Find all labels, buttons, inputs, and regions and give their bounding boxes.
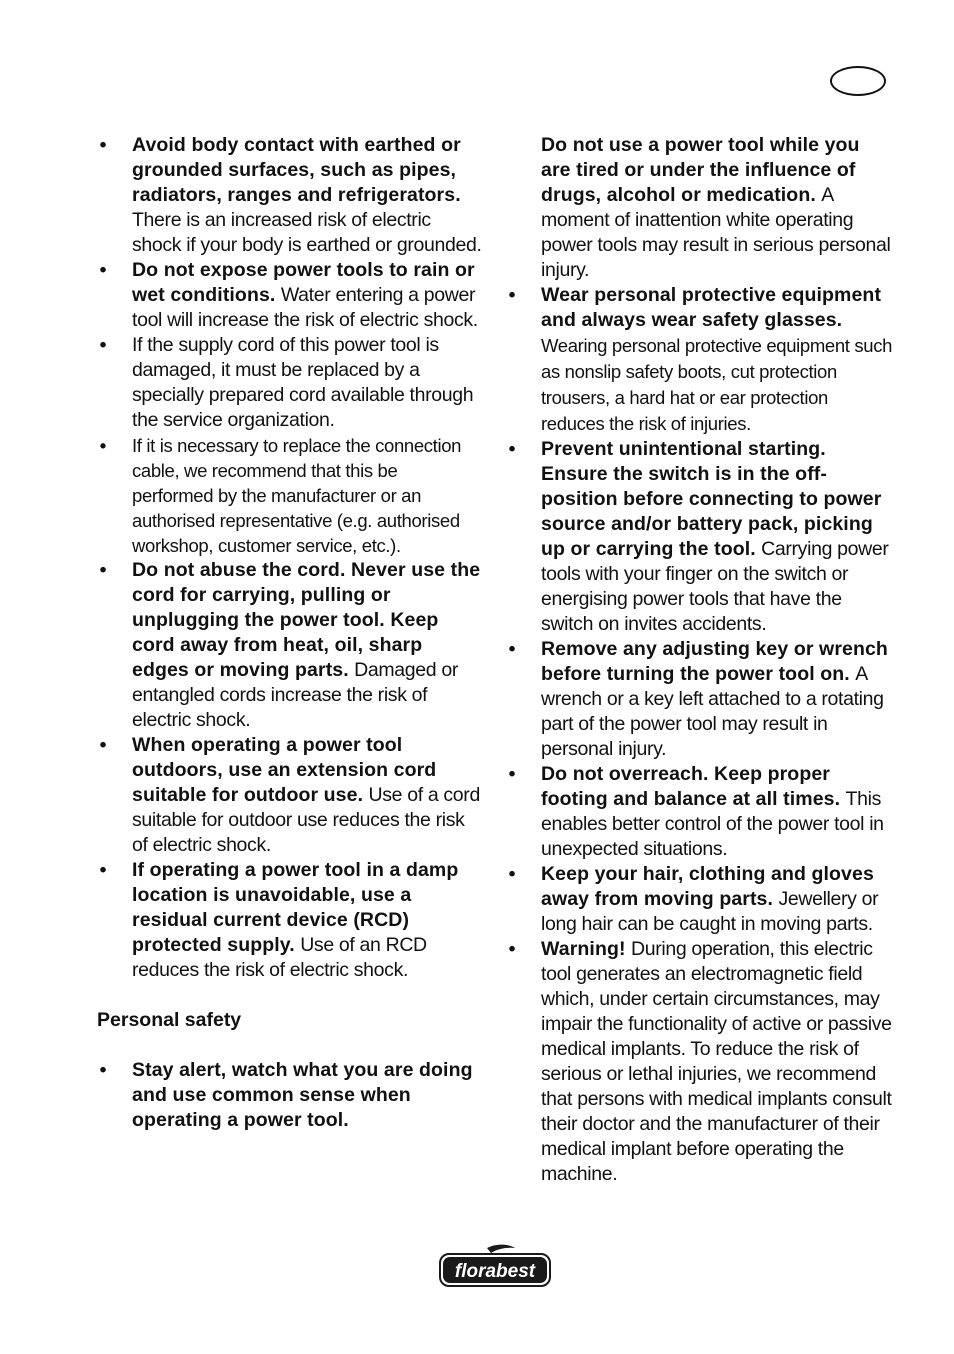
item-bold-text: Do not use a power tool while you are tired or under the influence of drugs, alcohol or medication. (541, 134, 860, 206)
list-item (506, 637, 894, 762)
item-bold-text: Do not expose power tools to rain or wet conditions. (132, 259, 475, 306)
item-text: If it is necessary to replace the connection cable, we recommend that this be performed by the manufacturer or an authorised representative (e.g. authorised workshop, customer service, etc.). (132, 435, 462, 556)
bullet: • (99, 559, 107, 581)
item-text: Carrying power tools with your finger on the switch or energising power tools that have the switch on invites accidents. (541, 538, 889, 635)
bullet: • (99, 859, 107, 881)
item-bold-text: Warning! (541, 938, 626, 960)
item-text: Use of an RCD reduces the risk of electric shock. (132, 934, 427, 981)
language-badge (830, 66, 886, 96)
list-item (97, 133, 482, 258)
item-bold-text: Do not overreach. Keep proper footing and balance at all times. (541, 763, 841, 810)
logo-text: florabest (454, 1261, 536, 1282)
continued-item (506, 133, 894, 283)
bullet: • (99, 734, 107, 756)
right-column (506, 133, 894, 1187)
item-text: This enables better control of the power tool in unexpected situations. (541, 788, 884, 860)
list-item (506, 437, 894, 637)
item-text: Use of a cord suitable for outdoor use reduces the risk of electric shock. (132, 784, 480, 856)
bullet: • (508, 863, 516, 885)
item-bold-text: Prevent unintentional starting. Ensure the switch is in the off-position before connecting to power source and/or battery pack, picking up or carrying the tool. (541, 438, 882, 560)
bullet: • (508, 284, 516, 306)
item-text: Wearing personal protective equipment such as nonslip safety boots, cut protection trousers, a hard hat or ear protection reduces the risk of injuries. (541, 335, 893, 434)
bullet: • (99, 1059, 107, 1081)
list-item (97, 858, 482, 983)
list-item (506, 283, 894, 437)
list-item (97, 1058, 482, 1133)
item-text: Damaged or entangled cords increase the risk of electric shock. (132, 659, 458, 731)
list-item (506, 862, 894, 937)
bullet: • (99, 259, 107, 281)
item-text: During operation, this electric tool generates an electromagnetic field which, under certain circumstances, may impair the functionality of active or passive medical implants. To reduce the risk of serious or lethal injuries, we recommend that persons with medical implants consult their doctor and the manufacturer of their medical implant before operating the machine. (541, 938, 892, 1185)
list-item (97, 258, 482, 333)
item-bold-text: Remove any adjusting key or wrench before turning the power tool on. (541, 638, 888, 685)
florabest-logo (437, 1244, 553, 1290)
item-bold-text: Keep your hair, clothing and gloves away from moving parts. (541, 863, 874, 910)
item-text: A moment of inattention white operating power tools may result in serious personal injury. (541, 184, 891, 281)
bullet: • (508, 763, 516, 785)
bullet: • (99, 134, 107, 156)
list-item (97, 733, 482, 858)
list-item (506, 937, 894, 1187)
item-text: Jewellery or long hair can be caught in moving parts. (541, 888, 879, 935)
bullet: • (99, 334, 107, 356)
item-bold-text: Avoid body contact with earthed or grounded surfaces, such as pipes, radiators, ranges and refrigerators. (132, 134, 461, 206)
list-item (506, 762, 894, 862)
item-text: A wrench or a key left attached to a rotating part of the power tool may result in personal injury. (541, 663, 884, 760)
item-bold-text: Stay alert, watch what you are doing and use common sense when operating a power tool. (132, 1059, 473, 1131)
bullet: • (508, 938, 516, 960)
item-text: There is an increased risk of electric shock if your body is earthed or grounded. (132, 209, 482, 256)
item-bold-text: Wear personal protective equipment and always wear safety glasses. (541, 284, 882, 331)
list-item (97, 433, 482, 558)
item-text: Water entering a power tool will increase the risk of electric shock. (132, 284, 478, 331)
bullet: • (508, 638, 516, 660)
item-text: If the supply cord of this power tool is damaged, it must be replaced by a specially prepared cord available through the service organization. (132, 334, 474, 431)
logo-leaf (487, 1245, 515, 1253)
item-bold-text: Do not abuse the cord. Never use the cord for carrying, pulling or unplugging the power tool. Keep cord away from heat, oil, sharp edges or moving parts. (132, 559, 481, 681)
bullet: • (508, 438, 516, 460)
section-heading: Personal safety (97, 1009, 242, 1031)
bullet: • (99, 435, 107, 456)
item-bold-text: When operating a power tool outdoors, use an extension cord suitable for outdoor use. (132, 734, 437, 806)
item-bold-text: If operating a power tool in a damp location is unavoidable, use a residual current device (RCD) protected supply. (132, 859, 459, 956)
list-item (97, 558, 482, 733)
left-column (97, 133, 482, 1133)
list-item (97, 333, 482, 433)
